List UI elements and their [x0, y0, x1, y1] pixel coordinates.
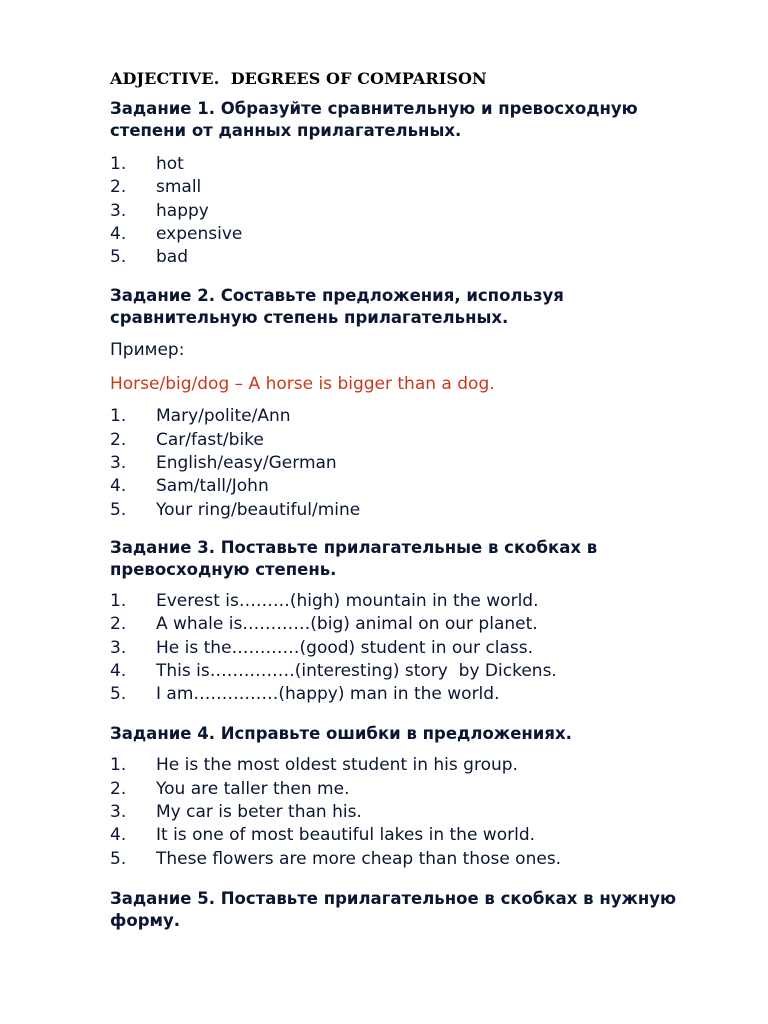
list-item	[110, 801, 710, 824]
list-number: 4.	[110, 660, 127, 681]
list-text: He is the…………(good) student in our class.	[156, 637, 534, 658]
list-text: English/easy/German	[156, 453, 337, 474]
list-text: expensive	[156, 223, 243, 244]
list-number: 2.	[110, 429, 127, 450]
list-text: happy	[156, 200, 209, 221]
list-item	[110, 590, 710, 613]
list-item	[110, 223, 710, 246]
list-item	[110, 499, 710, 522]
list-text: You are taller then me.	[156, 778, 350, 799]
list-number: 3.	[110, 802, 127, 823]
task-5-heading: Задание 5. Поставьте прилагательное в скобках в нужную форму.	[110, 888, 677, 930]
list-text: Mary/polite/Ann	[156, 406, 291, 427]
task-4-heading: Задание 4. Исправьте ошибки в предложениях.	[110, 724, 572, 744]
list-text: Car/fast/bike	[156, 429, 264, 450]
list-item	[110, 824, 710, 847]
example-label: Пример:	[110, 340, 185, 361]
list-item	[110, 778, 710, 801]
document-title: ADJECTIVE. DEGREES OF COMPARISON	[110, 69, 487, 88]
list-number: 1.	[110, 590, 127, 611]
list-number: 3.	[110, 453, 127, 474]
list-number: 4.	[110, 223, 127, 244]
list-text: This is……………(interesting) story by Dickens.	[156, 660, 557, 681]
list-item	[110, 429, 710, 452]
example-text: Horse/big/dog – A horse is bigger than a dog.	[110, 374, 495, 395]
list-item	[110, 683, 710, 706]
list-number: 5.	[110, 247, 127, 268]
list-text: small	[156, 177, 202, 198]
list-number: 5.	[110, 499, 127, 520]
list-text: Your ring/beautiful/mine	[156, 499, 361, 520]
document-page	[110, 68, 710, 932]
list-item	[110, 613, 710, 636]
list-number: 5.	[110, 684, 127, 705]
list-item	[110, 848, 710, 871]
list-text: A whale is…………(big) animal on our planet.	[156, 614, 538, 635]
list-item	[110, 153, 710, 176]
list-item	[110, 475, 710, 498]
list-item	[110, 405, 710, 428]
list-number: 4.	[110, 825, 127, 846]
list-text: He is the most oldest student in his group.	[156, 755, 518, 776]
list-number: 2.	[110, 614, 127, 635]
task-4-list	[110, 754, 710, 870]
list-number: 1.	[110, 406, 127, 427]
list-number: 1.	[110, 755, 127, 776]
list-item	[110, 660, 710, 683]
list-item	[110, 200, 710, 223]
list-number: 4.	[110, 476, 127, 497]
list-text: I am……………(happy) man in the world.	[156, 684, 500, 705]
list-text: Sam/tall/John	[156, 476, 269, 497]
list-number: 2.	[110, 177, 127, 198]
list-text: These flowers are more cheap than those ones.	[156, 848, 562, 869]
task-2-heading: Задание 2. Составьте предложения, используя сравнительную степень прилагательных.	[110, 286, 564, 328]
task-1-heading: Задание 1. Образуйте сравнительную и превосходную степени от данных прилагательных.	[110, 99, 638, 140]
list-text: bad	[156, 247, 188, 268]
list-item	[110, 754, 710, 777]
list-item	[110, 246, 710, 269]
list-number: 3.	[110, 200, 127, 221]
list-number: 5.	[110, 848, 127, 869]
task-3-heading: Задание 3. Поставьте прилагательные в скобках в превосходную степень.	[110, 537, 598, 579]
list-text: hot	[156, 154, 184, 174]
list-number: 1.	[110, 154, 127, 174]
list-text: Everest is………(high) mountain in the world.	[156, 590, 539, 611]
list-item	[110, 637, 710, 660]
list-text: My car is beter than his.	[156, 802, 362, 823]
task-1-list	[110, 153, 710, 269]
task-3-list	[110, 590, 710, 706]
list-number: 3.	[110, 637, 127, 658]
list-number: 2.	[110, 778, 127, 799]
list-item	[110, 452, 710, 475]
list-text: It is one of most beautiful lakes in the world.	[156, 825, 536, 846]
task-2-list	[110, 405, 710, 521]
list-item	[110, 176, 710, 199]
